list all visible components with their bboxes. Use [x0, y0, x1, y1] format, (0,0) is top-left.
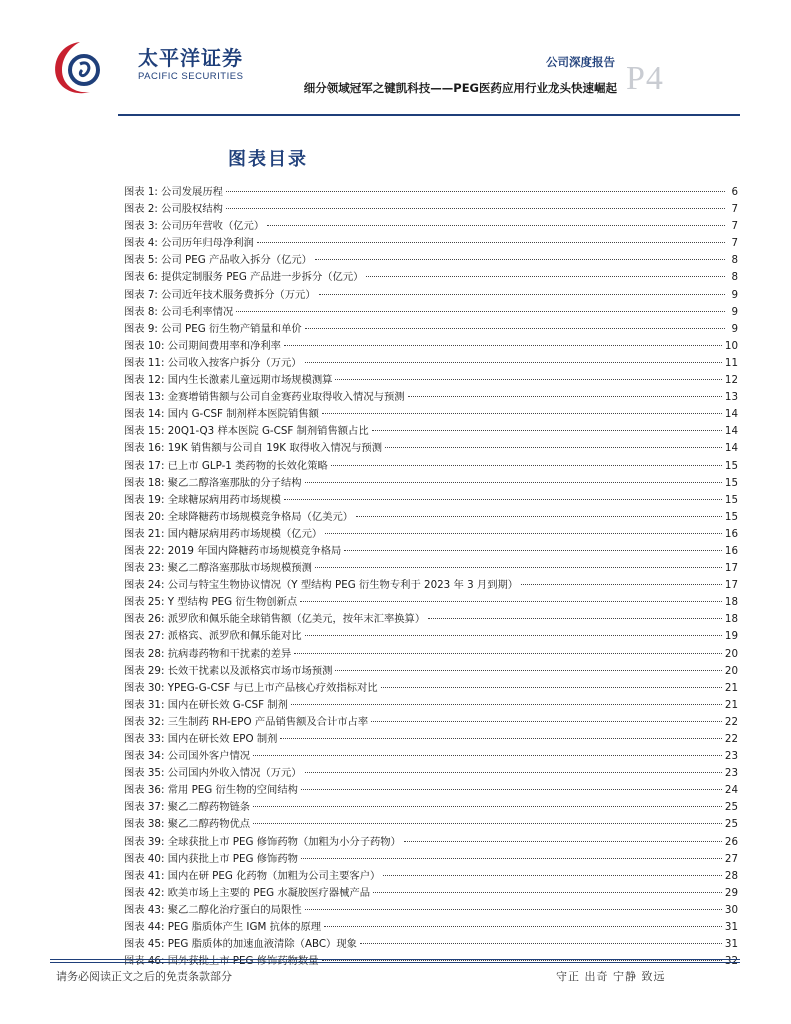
- toc-leader-dots: [305, 362, 722, 363]
- toc-entry-label: 图表 19: 全球糖尿病用药市场规模: [124, 493, 281, 506]
- toc-entry[interactable]: [124, 423, 738, 440]
- toc-leader-dots: [356, 516, 722, 517]
- footer-motto: 守正 出奇 宁静 致远: [556, 970, 666, 983]
- toc-leader-dots: [360, 943, 722, 944]
- toc-leader-dots: [315, 567, 722, 568]
- toc-entry-label: 图表 33: 国内在研长效 EPO 制剂: [124, 733, 278, 745]
- toc-entry-label: 图表 39: 全球获批上市 PEG 修饰药物（加粗为小分子药物）: [124, 835, 401, 848]
- toc-entry-page: 9: [731, 322, 738, 335]
- toc-entry[interactable]: [124, 577, 738, 594]
- toc-entry[interactable]: [124, 338, 738, 355]
- toc-entry[interactable]: [124, 560, 738, 577]
- toc-entry[interactable]: [124, 765, 738, 782]
- toc-leader-dots: [325, 533, 722, 534]
- toc-entry-page: 31: [724, 921, 738, 934]
- toc-entry[interactable]: [124, 902, 738, 919]
- toc-entry-page: 23: [724, 767, 738, 780]
- toc-leader-dots: [404, 841, 722, 842]
- toc-entry[interactable]: [124, 372, 738, 389]
- toc-entry-page: 13: [724, 391, 738, 404]
- toc-entry-label: 图表 8: 公司毛利率情况: [124, 305, 234, 318]
- toc-leader-dots: [344, 550, 722, 551]
- toc-leader-dots: [284, 499, 722, 500]
- toc-leader-dots: [521, 584, 722, 585]
- toc-entry-page: 15: [724, 476, 738, 489]
- toc-entry-page: 9: [731, 305, 738, 318]
- toc-entry-label: 图表 21: 国内糖尿病用药市场规模（亿元）: [124, 527, 323, 540]
- toc-leader-dots: [226, 208, 725, 209]
- toc-entry-label: 图表 32: 三生制药 RH-EPO 产品销售额及合计市占率: [124, 715, 369, 728]
- toc-leader-dots: [366, 276, 725, 277]
- toc-entry-page: 20: [724, 647, 738, 660]
- toc-entry-label: 图表 3: 公司历年营收（亿元）: [124, 220, 265, 233]
- toc-leader-dots: [385, 447, 722, 448]
- toc-entry-page: 8: [731, 254, 738, 267]
- report-title: 细分领域冠军之键凯科技——PEG医药应用行业龙头快速崛起: [303, 81, 617, 95]
- toc-leader-dots: [301, 858, 722, 859]
- toc-entry-label: 图表 43: 聚乙二醇化治疗蛋白的局限性: [124, 903, 302, 916]
- toc-entry[interactable]: [124, 509, 738, 526]
- toc-entry-label: 图表 35: 公司国内外收入情况（万元）: [124, 767, 302, 780]
- toc-entry-page: 14: [724, 442, 738, 455]
- toc-entry-label: 图表 17: 已上市 GLP-1 类药物的长效化策略: [124, 459, 328, 472]
- toc-entry-page: 16: [724, 527, 738, 540]
- toc-leader-dots: [284, 345, 722, 346]
- toc-leader-dots: [305, 772, 722, 773]
- toc-leader-dots: [331, 465, 722, 466]
- toc-entry-label: 图表 2: 公司股权结构: [124, 203, 223, 216]
- header-divider: [118, 114, 740, 116]
- toc-entry-page: 11: [724, 356, 738, 369]
- toc-entry-label: 图表 10: 公司期间费用率和净利率: [124, 339, 281, 352]
- toc-leader-dots: [305, 328, 725, 329]
- toc-entry-label: 图表 23: 聚乙二醇洛塞那肽市场规模预测: [124, 562, 312, 575]
- toc-entry-page: 18: [724, 596, 738, 609]
- toc-entry[interactable]: [124, 235, 738, 252]
- toc-entry[interactable]: [124, 389, 738, 406]
- toc-entry-label: 图表 18: 聚乙二醇洛塞那肽的分子结构: [124, 476, 302, 489]
- toc-entry-label: 图表 41: 国内在研 PEG 化药物（加粗为公司主要客户）: [124, 869, 381, 882]
- footer-divider: [50, 959, 740, 960]
- toc-entry[interactable]: [124, 594, 738, 611]
- footer-divider-secondary: [50, 962, 740, 963]
- page-number: P4: [626, 60, 664, 97]
- toc-entry-page: 7: [731, 203, 738, 216]
- toc-entry-label: 图表 45: PEG 脂质体的加速血液清除（ABC）现象: [124, 938, 357, 951]
- toc-entry-label: 图表 5: 公司 PEG 产品收入拆分（亿元）: [124, 254, 312, 267]
- toc-entry-page: 20: [724, 664, 738, 677]
- toc-entry-page: 15: [724, 510, 738, 523]
- report-type: 公司深度报告: [546, 55, 615, 69]
- toc-entry[interactable]: [124, 731, 738, 748]
- toc-leader-dots: [305, 635, 722, 636]
- toc-entry-label: 图表 37: 聚乙二醇药物链条: [124, 801, 251, 814]
- toc-entry-page: 21: [724, 698, 738, 711]
- toc-leader-dots: [305, 909, 722, 910]
- toc-entry-page: 18: [724, 613, 738, 626]
- toc-entry-page: 15: [724, 493, 738, 506]
- toc-entry[interactable]: [124, 492, 738, 509]
- toc-entry-page: 17: [724, 562, 738, 575]
- toc-entry[interactable]: [124, 816, 738, 833]
- toc-entry-label: 图表 27: 派格宾、派罗欣和佩乐能对比: [124, 630, 302, 643]
- toc-entry-label: 图表 31: 国内在研长效 G-CSF 制剂: [124, 698, 288, 711]
- brand-name-cn: 太平洋证券: [138, 46, 243, 70]
- toc-entry[interactable]: [124, 646, 738, 663]
- toc-entry-label: 图表 29: 长效干扰素以及派格宾市场市场预测: [124, 664, 333, 677]
- toc-leader-dots: [257, 242, 725, 243]
- toc-leader-dots: [291, 704, 722, 705]
- toc-entry-page: 25: [724, 801, 738, 814]
- toc-leader-dots: [315, 259, 725, 260]
- toc-entry-page: 15: [724, 459, 738, 472]
- toc-entry[interactable]: [124, 680, 738, 697]
- toc-entry-page: 14: [724, 408, 738, 421]
- toc-entry-label: 图表 22: 2019 年国内降糖药市场规模竞争格局: [124, 544, 342, 557]
- toc-entry-label: 图表 9: 公司 PEG 衍生物产销量和单价: [124, 322, 302, 335]
- toc-entry[interactable]: [124, 919, 738, 936]
- toc-entry-page: 17: [724, 579, 738, 592]
- toc-entry-label: 图表 14: 国内 G-CSF 制剂样本医院销售额: [124, 408, 319, 421]
- toc-leader-dots: [267, 225, 725, 226]
- toc-leader-dots: [280, 738, 721, 739]
- toc-leader-dots: [383, 875, 722, 876]
- toc-leader-dots: [381, 687, 722, 688]
- toc-entry-label: 图表 38: 聚乙二醇药物优点: [124, 818, 251, 831]
- toc-heading: 图表目录: [228, 149, 308, 170]
- toc-entry-page: 26: [724, 835, 738, 848]
- toc-leader-dots: [322, 413, 722, 414]
- toc-leader-dots: [294, 653, 722, 654]
- toc-entry-label: 图表 13: 金赛增销售额与公司自金赛药业取得收入情况与预测: [124, 391, 405, 404]
- toc-entry-label: 图表 24: 公司与特宝生物协议情况（Y 型结构 PEG 衍生物专利于 2023 年 3 月到期）: [124, 579, 519, 592]
- toc-entry-page: 10: [724, 339, 738, 352]
- toc-leader-dots: [372, 430, 722, 431]
- toc-entry-page: 7: [731, 220, 738, 233]
- toc-entry[interactable]: [124, 287, 738, 304]
- toc-entry[interactable]: [124, 697, 738, 714]
- toc-leader-dots: [319, 294, 725, 295]
- toc-entry[interactable]: [124, 184, 738, 201]
- toc-entry-label: 图表 12: 国内生长激素儿童远期市场规模测算: [124, 374, 333, 387]
- toc-entry-page: 19: [724, 630, 738, 643]
- toc-entry-page: 8: [731, 271, 738, 284]
- toc-entry[interactable]: [124, 304, 738, 321]
- toc-entry[interactable]: [124, 834, 738, 851]
- toc-leader-dots: [371, 721, 722, 722]
- toc-entry[interactable]: [124, 885, 738, 902]
- toc-entry[interactable]: [124, 868, 738, 885]
- toc-entry[interactable]: [124, 782, 738, 799]
- toc-entry-page: 31: [724, 938, 738, 951]
- toc-entry-page: 27: [724, 852, 738, 865]
- toc-leader-dots: [236, 311, 725, 312]
- toc-entry[interactable]: [124, 714, 738, 731]
- toc-leader-dots: [428, 618, 722, 619]
- toc-entry-page: 7: [731, 237, 738, 250]
- toc-entry-label: 图表 16: 19K 销售额与公司自 19K 取得收入情况与预测: [124, 442, 382, 455]
- table-of-figures: [124, 184, 738, 970]
- toc-entry-page: 23: [724, 750, 738, 763]
- toc-entry[interactable]: [124, 611, 738, 628]
- toc-entry[interactable]: [124, 799, 738, 816]
- toc-entry-label: 图表 40: 国内获批上市 PEG 修饰药物: [124, 852, 298, 865]
- toc-entry[interactable]: [124, 475, 738, 492]
- pacific-logo-mark-icon: [50, 38, 112, 98]
- toc-leader-dots: [253, 755, 722, 756]
- toc-entry-label: 图表 1: 公司发展历程: [124, 186, 223, 198]
- toc-entry-label: 图表 28: 抗病毒药物和干扰素的差异: [124, 647, 292, 660]
- toc-entry[interactable]: [124, 458, 738, 475]
- toc-entry-label: 图表 30: YPEG-G-CSF 与已上市产品核心疗效指标对比: [124, 681, 378, 694]
- toc-entry-label: 图表 46: 国外获批上市 PEG 修饰药物数量: [124, 955, 319, 968]
- toc-entry[interactable]: [124, 218, 738, 235]
- toc-entry[interactable]: [124, 252, 738, 269]
- toc-entry[interactable]: [124, 321, 738, 338]
- toc-entry[interactable]: [124, 663, 738, 680]
- toc-leader-dots: [335, 379, 721, 380]
- toc-entry-page: 6: [731, 186, 738, 198]
- toc-entry[interactable]: [124, 851, 738, 868]
- toc-entry[interactable]: [124, 269, 738, 286]
- toc-leader-dots: [324, 926, 722, 927]
- toc-entry[interactable]: [124, 936, 738, 953]
- toc-entry-label: 图表 15: 20Q1-Q3 样本医院 G-CSF 制剂销售额占比: [124, 425, 369, 438]
- toc-entry-page: 14: [724, 425, 738, 438]
- footer-disclaimer: 请务必阅读正文之后的免责条款部分: [56, 970, 232, 983]
- toc-leader-dots: [335, 670, 721, 671]
- toc-entry-page: 22: [724, 733, 738, 745]
- toc-entry-label: 图表 26: 派罗欣和佩乐能全球销售额（亿美元，按年末汇率换算）: [124, 613, 426, 626]
- toc-leader-dots: [305, 482, 722, 483]
- toc-entry[interactable]: [124, 543, 738, 560]
- toc-entry-page: 21: [724, 681, 738, 694]
- toc-entry-label: 图表 36: 常用 PEG 衍生物的空间结构: [124, 784, 298, 797]
- toc-entry-label: 图表 42: 欧美市场上主要的 PEG 水凝胶医疗器械产品: [124, 886, 370, 899]
- toc-entry-label: 图表 7: 公司近年技术服务费拆分（万元）: [124, 288, 316, 301]
- toc-entry-page: 9: [731, 288, 738, 301]
- toc-leader-dots: [226, 191, 725, 192]
- toc-entry-page: 29: [724, 886, 738, 899]
- toc-leader-dots: [253, 823, 722, 824]
- brand-name-en: PACIFIC SECURITIES: [138, 71, 244, 82]
- toc-entry-page: 28: [724, 869, 738, 882]
- toc-entry-label: 图表 6: 提供定制服务 PEG 产品进一步拆分（亿元）: [124, 271, 364, 284]
- toc-entry-page: 30: [724, 903, 738, 916]
- toc-leader-dots: [253, 806, 722, 807]
- toc-entry[interactable]: [124, 748, 738, 765]
- toc-entry-label: 图表 25: Y 型结构 PEG 衍生物创新点: [124, 596, 298, 609]
- toc-entry[interactable]: [124, 526, 738, 543]
- toc-entry[interactable]: [124, 440, 738, 457]
- toc-entry-label: 图表 11: 公司收入按客户拆分（万元）: [124, 356, 302, 369]
- toc-entry-label: 图表 34: 公司国外客户情况: [124, 750, 251, 763]
- toc-entry-label: 图表 20: 全球降糖药市场规模竞争格局（亿美元）: [124, 510, 354, 523]
- toc-leader-dots: [408, 396, 722, 397]
- toc-leader-dots: [373, 892, 722, 893]
- toc-entry-page: 22: [724, 715, 738, 728]
- toc-entry[interactable]: [124, 628, 738, 645]
- toc-leader-dots: [300, 601, 722, 602]
- toc-entry-page: 32: [724, 955, 738, 968]
- toc-entry-page: 24: [724, 784, 738, 797]
- toc-entry-page: 16: [724, 544, 738, 557]
- company-logo: [50, 38, 244, 98]
- toc-entry[interactable]: [124, 201, 738, 218]
- toc-leader-dots: [301, 789, 722, 790]
- toc-entry[interactable]: [124, 355, 738, 372]
- toc-entry-label: 图表 4: 公司历年归母净利润: [124, 237, 254, 250]
- toc-entry-page: 12: [724, 374, 738, 387]
- toc-entry-label: 图表 44: PEG 脂质体产生 IGM 抗体的原理: [124, 921, 322, 934]
- toc-entry-page: 25: [724, 818, 738, 831]
- toc-entry[interactable]: [124, 406, 738, 423]
